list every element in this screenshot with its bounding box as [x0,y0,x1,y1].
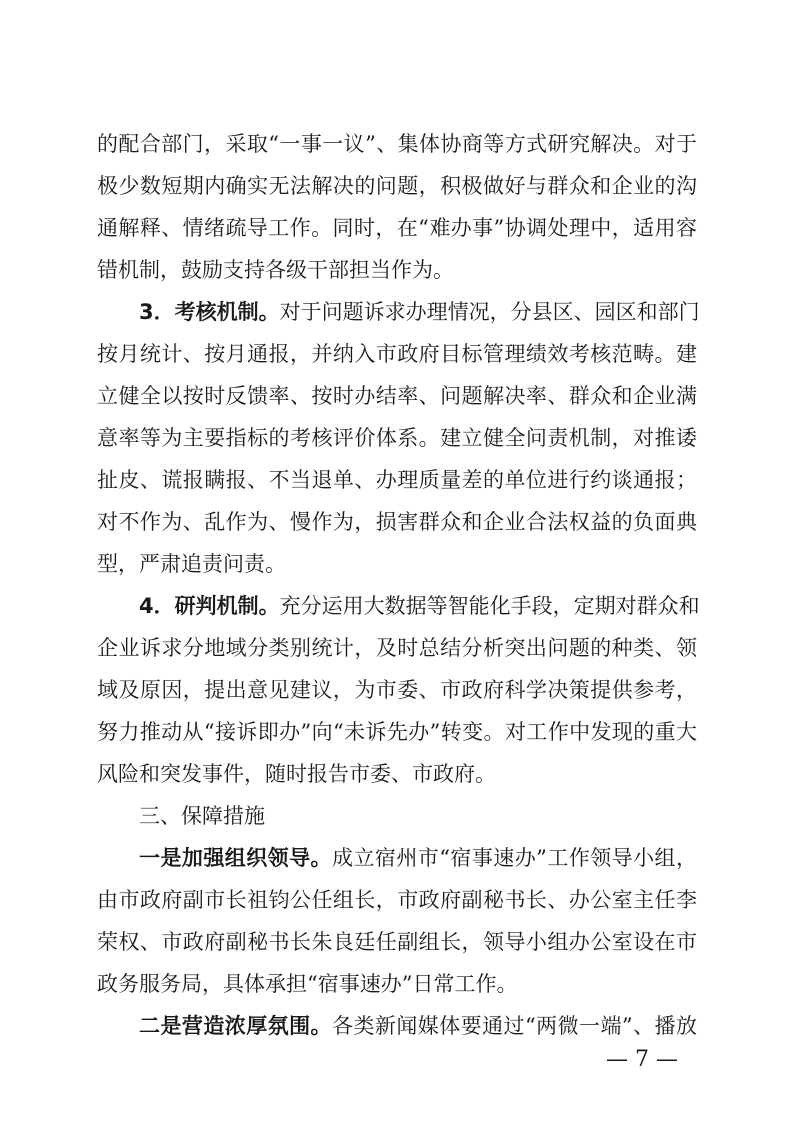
text-line [139,844,697,874]
text-line [139,592,700,622]
text-line: 由市政府副市长祖钧公任组长，市政府副秘书长、办公室主任李 [97,888,697,912]
text-line: 努力推动从“接诉即办”向“未诉先办”转变。对工作中发现的重大 [97,720,697,744]
text-span: 对于问题诉求办理情况，分县区、园区和部门 [279,300,700,324]
text-line: 扯皮、谎报瞒报、不当退单、办理质量差的单位进行约谈通报； [97,468,697,492]
text-line: 风险和突发事件，随时报告市委、市政府。 [97,762,496,786]
text-line: 通解释、情绪疏导工作。同时，在“难办事”协调处理中，适用容 [97,216,697,240]
text-line: 的配合部门，采取“一事一议”、集体协商等方式研究解决。对于 [97,132,697,156]
paragraph-lead-atmosphere: 二是营造浓厚氛围。 [139,1014,332,1038]
text-span: 各类新闻媒体要通过“两微一端”、播放 [332,1014,697,1038]
text-line: 企业诉求分地域分类别统计，及时总结分析突出问题的种类、领 [97,636,697,660]
text-span: 成立宿州市“宿事速办”工作领导小组， [332,846,697,870]
text-span: 充分运用大数据等智能化手段，定期对群众和 [279,594,700,618]
text-line: 意率等为主要指标的考核评价体系。建立健全问责机制，对推诿 [97,426,697,450]
text-line: 域及原因，提出意见建议，为市委、市政府科学决策提供参考， [97,678,697,702]
paragraph-lead-leadership: 一是加强组织领导。 [139,846,332,870]
text-line: 型，严肃追责问责。 [97,552,286,576]
text-line [139,1012,697,1042]
text-line: 对不作为、乱作为、慢作为，损害群众和企业合法权益的负面典 [97,510,697,534]
text-line: 政务服务局，具体承担“宿事速办”日常工作。 [97,972,518,996]
text-line: 错机制，鼓励支持各级干部担当作为。 [97,258,454,282]
section-heading: 三、保障措施 [139,804,265,828]
text-line [139,298,700,328]
text-line: 荣权、市政府副秘书长朱良廷任副组长，领导小组办公室设在市 [97,930,697,954]
paragraph-lead-analysis: 4．研判机制。 [139,594,280,618]
text-line: 极少数短期内确实无法解决的问题，积极做好与群众和企业的沟 [97,174,697,198]
paragraph-lead-assessment: 3．考核机制。 [139,300,280,324]
text-line: 按月统计、按月通报，并纳入市政府目标管理绩效考核范畴。建 [97,342,697,366]
page-number: — 7 — [606,1047,678,1072]
text-line: 立健全以按时反馈率、按时办结率、问题解决率、群众和企业满 [97,384,697,408]
